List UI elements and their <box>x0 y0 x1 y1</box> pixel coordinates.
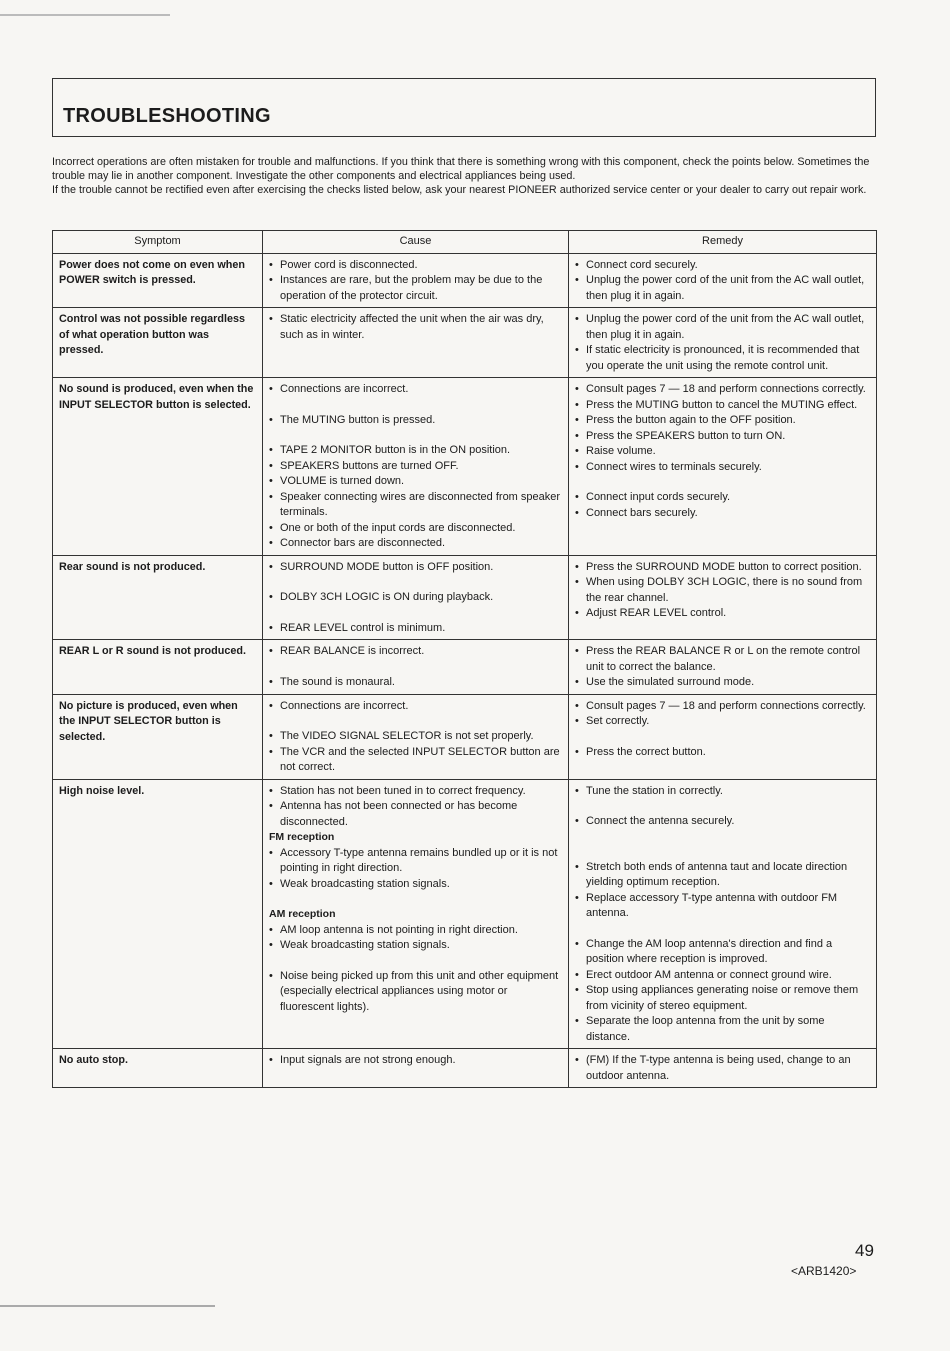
symptom-cell: REAR L or R sound is not produced. <box>53 640 263 695</box>
remedy-item: • Press the MUTING button to cancel the MUTING effect. <box>575 398 870 414</box>
header-cause: Cause <box>263 231 569 254</box>
symptom-cell: Power does not come on even when POWER switch is pressed. <box>53 253 263 308</box>
cause-item: • Accessory T-type antenna remains bundled up or it is not pointing in right direction. <box>269 846 562 877</box>
cause-item: • One or both of the input cords are disconnected. <box>269 521 562 537</box>
remedy-item: • Connect the antenna securely. <box>575 814 870 830</box>
cause-cell <box>263 640 569 695</box>
remedy-cell <box>569 555 877 640</box>
cause-item: • Noise being picked up from this unit and other equipment (especially electrical appliances using motor or fluorescent lights). <box>269 969 562 1016</box>
remedy-cell <box>569 308 877 378</box>
remedy-item: • Adjust REAR LEVEL control. <box>575 606 870 622</box>
scan-speck <box>0 1305 215 1307</box>
remedy-item: • Stop using appliances generating noise or remove them from vicinity of stereo equipment. <box>575 983 870 1014</box>
symptom-cell: High noise level. <box>53 779 263 1049</box>
remedy-item: • Connect wires to terminals securely. <box>575 460 870 476</box>
remedy-item: • If static electricity is pronounced, it is recommended that you operate the unit using the remote control unit. <box>575 343 870 374</box>
table-header-row <box>53 231 877 254</box>
table-row <box>53 555 877 640</box>
cause-item: • The VIDEO SIGNAL SELECTOR is not set properly. <box>269 729 562 745</box>
cause-item: • Power cord is disconnected. <box>269 258 562 274</box>
cause-item: • SURROUND MODE button is OFF position. <box>269 560 562 576</box>
remedy-item: • Use the simulated surround mode. <box>575 675 870 691</box>
remedy-cell <box>569 779 877 1049</box>
remedy-cell <box>569 640 877 695</box>
cause-item: • VOLUME is turned down. <box>269 474 562 490</box>
symptom-cell: Control was not possible regardless of what operation button was pressed. <box>53 308 263 378</box>
remedy-item: • (FM) If the T-type antenna is being used, change to an outdoor antenna. <box>575 1053 870 1084</box>
remedy-item: • Consult pages 7 — 18 and perform connections correctly. <box>575 382 870 398</box>
remedy-item: • Unplug the power cord of the unit from the AC wall outlet, then plug it in again. <box>575 273 870 304</box>
remedy-item: • Press the SURROUND MODE button to correct position. <box>575 560 870 576</box>
remedy-item: • Connect input cords securely. <box>575 490 870 506</box>
intro-paragraph: If the trouble cannot be rectified even after exercising the checks listed below, ask your nearest PIONEER authorized service center or your dealer to carry out repair work. <box>52 184 867 196</box>
remedy-cell <box>569 378 877 556</box>
header-remedy: Remedy <box>569 231 877 254</box>
troubleshooting-table <box>52 230 877 1088</box>
remedy-item: • When using DOLBY 3CH LOGIC, there is no sound from the rear channel. <box>575 575 870 606</box>
cause-item: • Connector bars are disconnected. <box>269 536 562 552</box>
cause-cell <box>263 779 569 1049</box>
remedy-item: • Replace accessory T-type antenna with outdoor FM antenna. <box>575 891 870 922</box>
cause-item: • REAR BALANCE is incorrect. <box>269 644 562 660</box>
remedy-item: • Press the correct button. <box>575 745 870 761</box>
cause-item: • Antenna has not been connected or has become disconnected. <box>269 799 562 830</box>
remedy-item: • Press the SPEAKERS button to turn ON. <box>575 429 870 445</box>
cause-cell <box>263 555 569 640</box>
remedy-item: • Unplug the power cord of the unit from the AC wall outlet, then plug it in again. <box>575 312 870 343</box>
remedy-item: • Set correctly. <box>575 714 870 730</box>
cause-cell <box>263 694 569 779</box>
symptom-cell: Rear sound is not produced. <box>53 555 263 640</box>
cause-item: • Weak broadcasting station signals. <box>269 877 562 893</box>
page-title: TROUBLESHOOTING <box>63 105 271 127</box>
scan-speck <box>0 14 170 16</box>
remedy-item: • Stretch both ends of antenna taut and locate direction yielding optimum reception. <box>575 860 870 891</box>
intro-paragraph: Incorrect operations are often mistaken for trouble and malfunctions. If you think that there is something wrong with this component, check the points below. Sometimes the trouble may lie in another component. Investigate the other components and electrical appliances being used. <box>52 156 870 182</box>
title-box <box>52 78 876 137</box>
table-row <box>53 378 877 556</box>
cause-item: • Static electricity affected the unit when the air was dry, such as in winter. <box>269 312 562 343</box>
remedy-item: • Raise volume. <box>575 444 870 460</box>
fm-reception-heading: FM reception <box>269 831 335 843</box>
cause-item: • SPEAKERS buttons are turned OFF. <box>269 459 562 475</box>
cause-item: • Weak broadcasting station signals. <box>269 938 562 954</box>
cause-item: • REAR LEVEL control is minimum. <box>269 621 562 637</box>
document-code: <ARB1420> <box>791 1264 857 1278</box>
table-row <box>53 308 877 378</box>
cause-item: • The MUTING button is pressed. <box>269 413 562 429</box>
cause-item: • Connections are incorrect. <box>269 699 562 715</box>
am-reception-heading: AM reception <box>269 908 336 920</box>
cause-item: • TAPE 2 MONITOR button is in the ON position. <box>269 443 562 459</box>
cause-item: • Connections are incorrect. <box>269 382 562 398</box>
remedy-item: • Connect cord securely. <box>575 258 870 274</box>
page-number: 49 <box>855 1241 874 1260</box>
table-row <box>53 1049 877 1088</box>
cause-item: • Station has not been tuned in to correct frequency. <box>269 784 562 800</box>
symptom-cell: No sound is produced, even when the INPUT SELECTOR button is selected. <box>53 378 263 556</box>
cause-item: • Input signals are not strong enough. <box>269 1053 562 1069</box>
cause-item: • The VCR and the selected INPUT SELECTOR button are not correct. <box>269 745 562 776</box>
intro-text <box>52 155 878 197</box>
remedy-item: • Consult pages 7 — 18 and perform connections correctly. <box>575 699 870 715</box>
cause-cell <box>263 378 569 556</box>
remedy-cell <box>569 253 877 308</box>
remedy-item: • Press the button again to the OFF position. <box>575 413 870 429</box>
cause-cell <box>263 308 569 378</box>
table-row <box>53 640 877 695</box>
remedy-item: • Separate the loop antenna from the unit by some distance. <box>575 1014 870 1045</box>
remedy-item: • Tune the station in correctly. <box>575 784 870 800</box>
symptom-cell: No picture is produced, even when the INPUT SELECTOR button is selected. <box>53 694 263 779</box>
remedy-item: • Erect outdoor AM antenna or connect ground wire. <box>575 968 870 984</box>
cause-item: • AM loop antenna is not pointing in right direction. <box>269 923 562 939</box>
remedy-item: • Connect bars securely. <box>575 506 870 522</box>
remedy-item: • Change the AM loop antenna's direction and find a position where reception is improved. <box>575 937 870 968</box>
cause-item: • Instances are rare, but the problem may be due to the operation of the protector circuit. <box>269 273 562 304</box>
header-symptom: Symptom <box>53 231 263 254</box>
table-row <box>53 779 877 1049</box>
cause-cell <box>263 1049 569 1088</box>
table-row <box>53 694 877 779</box>
table-row <box>53 253 877 308</box>
symptom-cell: No auto stop. <box>53 1049 263 1088</box>
remedy-item: • Press the REAR BALANCE R or L on the remote control unit to correct the balance. <box>575 644 870 675</box>
cause-item: • DOLBY 3CH LOGIC is ON during playback. <box>269 590 562 606</box>
remedy-cell <box>569 1049 877 1088</box>
cause-item: • The sound is monaural. <box>269 675 562 691</box>
cause-cell <box>263 253 569 308</box>
remedy-cell <box>569 694 877 779</box>
cause-item: • Speaker connecting wires are disconnected from speaker terminals. <box>269 490 562 521</box>
